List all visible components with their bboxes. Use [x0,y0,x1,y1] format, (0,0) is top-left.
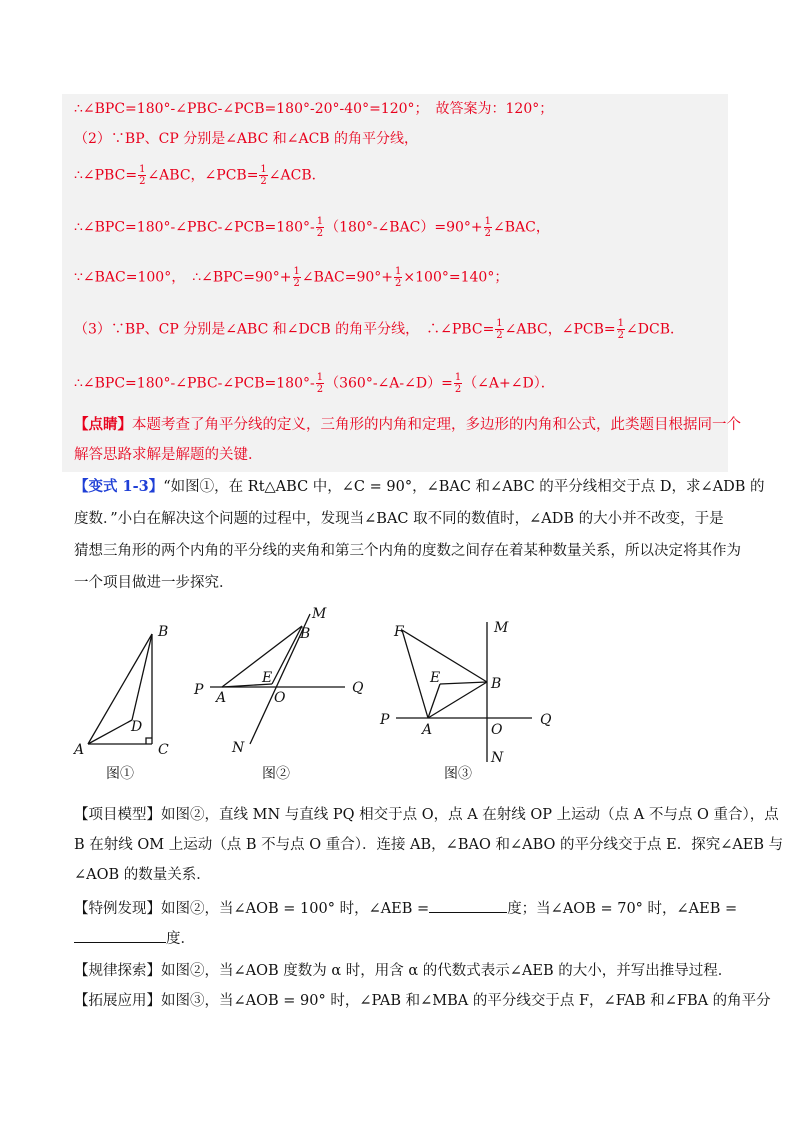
fig3-label: M [494,620,509,636]
fig3-label: Q [540,712,552,728]
fig1-label: B [158,624,169,640]
fig3-label: F [394,624,404,640]
answer-blank[interactable] [74,930,166,943]
fig2-caption: 图② [262,766,290,782]
fraction-half: $\frac{1}{2}$ [617,318,625,341]
fraction-half: $\frac{1}{2}$ [316,372,324,395]
fraction-half: $\frac{1}{2}$ [316,216,324,239]
fig3-caption: 图③ [444,766,472,782]
answer-blank[interactable] [429,900,507,913]
task-special-line-1: 【特例发现】如图②，当∠AOB = 100° 时，∠AEB = 度；当∠AOB = 70° 时，∠AEB = [74,901,738,917]
figure-2 [210,614,345,744]
fraction-half: $\frac{1}{2}$ [496,318,503,341]
figures-area [0,604,800,804]
problem-line-4: 一个项目做进一步探究． [74,575,234,591]
fig3-label: P [380,712,390,728]
problem-tag: 【变式 1-3】 [74,478,164,495]
solution-line-5: ∵∠BAC=100°， ∴∠BPC=90°+ $\frac{1}{2}$ ∠BAC=90°+ $\frac{1}{2}$ ×100°=140°； [74,266,509,289]
solution-line-7: ∴∠BPC=180°-∠PBC-∠PCB=180°- $\frac{1}{2}$ （360°-∠A-∠D）= $\frac{1}{2}$ （∠A+∠D）． [74,372,555,395]
fig2-label: N [232,740,245,756]
task-model-line-3: ∠AOB 的数量关系． [74,867,211,883]
solution-line-3: ∴∠PBC= $\frac{1}{2}$ ∠ABC，∠PCB= $\frac{1}{2}$ ∠ACB． [74,164,326,187]
fraction-half: $\frac{1}{2}$ [484,216,492,239]
solution-line-1: ∴∠BPC=180°-∠PBC-∠PCB=180°-20°-40°=120°； 故答案为：120°； [74,101,554,117]
fig2-label: B [300,626,311,642]
task-ext-line: 【拓展应用】如图③，当∠AOB = 90° 时，∠PAB 和∠MBA 的平分线交于点 F，∠FAB 和∠FBA 的角平分 [74,993,771,1009]
fig1-label: A [74,742,85,758]
fig1-caption: 图① [106,766,134,782]
solution-line-4: ∴∠BPC=180°-∠PBC-∠PCB=180°- $\frac{1}{2}$ （180°-∠BAC）=90°+ $\frac{1}{2}$ ∠BAC， [74,216,550,239]
task-special-line-2: 度． [74,930,195,948]
fig2-label: E [262,670,273,686]
fig3-label: N [491,750,504,766]
fig2-label: M [312,606,327,622]
problem-line-1: 【变式 1-3】“如图①，在 Rt△ABC 中，∠C = 90°，∠BAC 和∠ABC 的平分线相交于点 D，求∠ADB 的 [74,478,765,495]
fig2-label: A [216,690,227,706]
fig1-label: C [158,742,169,758]
fraction-half: $\frac{1}{2}$ [139,164,146,187]
fig2-label: O [274,690,286,706]
problem-line-3: 猜想三角形的两个内角的平分线的夹角和第三个内角的度数之间存在着某种数量关系，所以决定将其作为 [74,543,741,559]
figure-1 [88,634,152,744]
solution-line-6: （3）∵BP、CP 分别是∠ABC 和∠DCB 的角平分线， ∴∠PBC= $\frac{1}{2}$ ∠ABC，∠PCB= $\frac{1}{2}$ ∠DCB． [74,318,684,341]
task-model-line-1: 【项目模型】如图②，直线 MN 与直线 PQ 相交于点 O，点 A 在射线 OP 上运动（点 A 不与点 O 重合），点 [74,807,779,823]
figure-3 [396,622,532,762]
fig2-label: Q [352,680,364,696]
fraction-half: $\frac{1}{2}$ [395,266,402,289]
fraction-half: $\frac{1}{2}$ [260,164,267,187]
fraction-half: $\frac{1}{2}$ [454,372,462,395]
fig3-label: O [491,722,503,738]
comment-line-1: 【点睛】本题考查了角平分线的定义，三角形的内角和定理，多边形的内角和公式，此类题目根据同一个 [74,416,741,433]
solution-line-2: （2）∵BP、CP 分别是∠ABC 和∠ACB 的角平分线， [74,131,419,147]
problem-line-2: 度数．”小白在解决这个问题的过程中，发现当∠BAC 取不同的数值时，∠ADB 的大小并不改变，于是 [74,511,724,527]
task-rule-line: 【规律探索】如图②，当∠AOB 度数为 α 时，用含 α 的代数式表示∠AEB 的大小，并写出推导过程． [74,963,733,979]
fig2-label: P [194,682,204,698]
fig1-label: D [131,719,143,735]
fraction-half: $\frac{1}{2}$ [293,266,300,289]
task-model-line-2: B 在射线 OM 上运动（点 B 不与点 O 重合）．连接 AB，∠BAO 和∠ABO 的平分线交于点 E．探究∠AEB 与 [74,837,784,853]
comment-line-2: 解答思路求解是解题的关键． [74,447,263,463]
fig3-label: B [491,676,502,692]
fig3-label: E [430,670,441,686]
fig3-label: A [422,722,433,738]
